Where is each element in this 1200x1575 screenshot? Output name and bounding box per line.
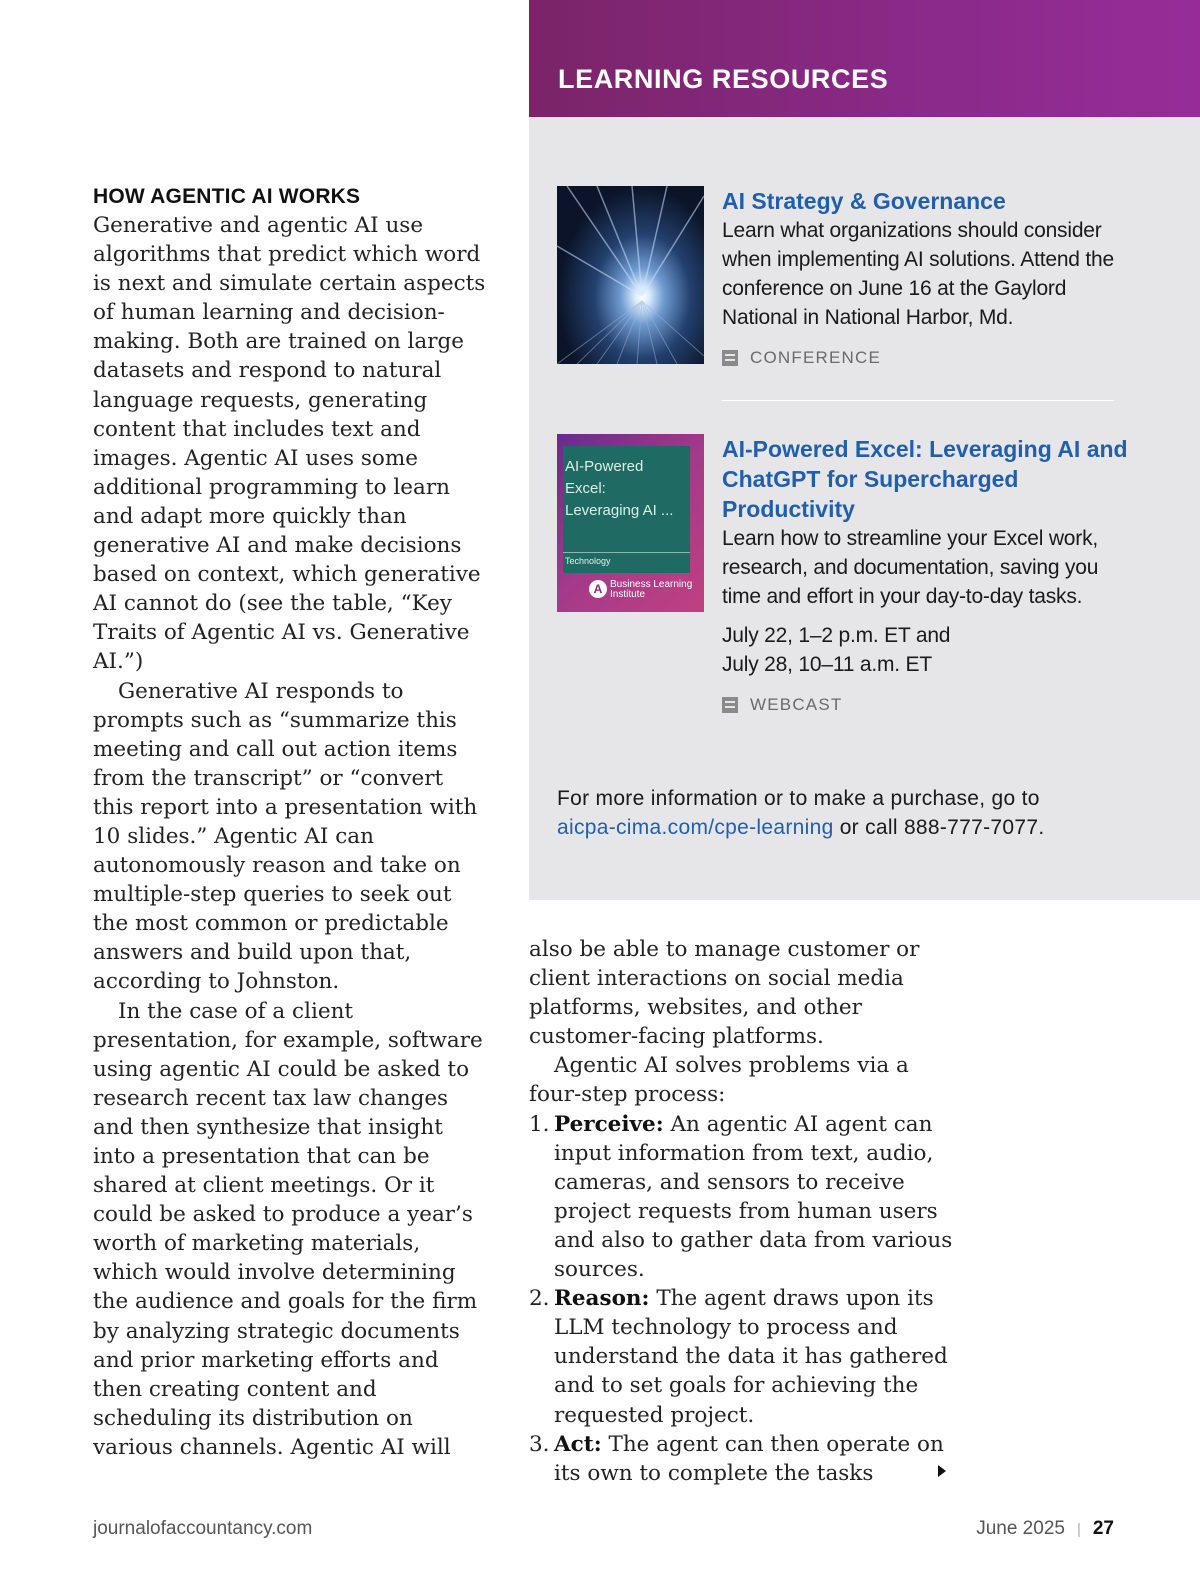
step-text: The agent can then operate on its own to complete the tasks — [554, 1431, 944, 1486]
process-step — [529, 1284, 959, 1429]
course-thumbnail-title: AI-Powered Excel: Leveraging AI ... — [565, 458, 674, 519]
step-number: 2. — [529, 1286, 550, 1312]
step-label: Reason: — [554, 1286, 650, 1312]
resource-title[interactable]: AI Strategy & Governance — [722, 188, 1006, 214]
step-number: 1. — [529, 1111, 550, 1137]
step-label: Perceive: — [554, 1111, 664, 1137]
document-icon — [722, 697, 738, 713]
light-tunnel-image — [557, 186, 704, 364]
more-info-text — [557, 784, 1157, 842]
footer-site: journalofaccountancy.com — [93, 1518, 313, 1539]
document-icon — [722, 350, 738, 366]
resource-type — [722, 695, 1132, 715]
divider — [563, 552, 690, 553]
process-step — [529, 1430, 959, 1488]
continue-arrow-icon — [938, 1465, 946, 1477]
cpe-learning-link[interactable]: aicpa-cima.com/cpe-learning — [557, 816, 834, 839]
step-label: Act: — [554, 1431, 602, 1457]
process-steps-list — [529, 1110, 959, 1488]
resource-divider — [722, 400, 1114, 401]
article-paragraph: Generative AI responds to prompts such as “summarize this meeting and call out action items from the transcript” or “convert this report into a presentation with 10 slides.” Agentic AI can autonomously reason and take on multiple-step queries to seek out the most common or predictable answers and build upon that, according to Johnston. — [93, 678, 478, 995]
step-text: The agent draws upon its LLM technology to process and understand the data it has gathered and to set goals for achieving the requested project. — [554, 1286, 948, 1428]
section-heading: HOW AGENTIC AI WORKS — [93, 185, 361, 208]
conference-thumbnail — [557, 186, 704, 364]
resource-description: Learn how to streamline your Excel work, research, and documentation, saving you time and effort in your day-to-day tasks. — [722, 527, 1099, 608]
footer-page-info — [976, 1518, 1114, 1540]
resource-date-line: July 28, 10–11 a.m. ET — [722, 653, 932, 676]
article-paragraph: Generative and agentic AI use algorithms that predict which word is next and simulate certain aspects of human learning and decision-making. Both are trained on large datasets and respond to natural language requests, generating content that includes text and images. Agentic AI uses some additional programming to learn and adapt more quickly than generative AI and make decisions based on context, which generative AI cannot do (see the table, “Key Traits of Agentic AI vs. Generative AI.”) — [93, 213, 486, 675]
resource-type-label: WEBCAST — [750, 695, 843, 714]
course-thumbnail-brand: Business Learning Institute — [610, 579, 693, 600]
resource-dates — [722, 621, 1132, 679]
process-step — [529, 1110, 959, 1285]
course-thumbnail-category: Technology — [565, 556, 611, 566]
article-paragraph: In the case of a client presentation, for example, software using agentic AI could be asked to research recent tax law changes and then synthesize that insight into a presentation that can be shared at client meetings. Or it could be asked to produce a year’s worth of marketing materials, which would involve determining the audience and goals for the firm by analyzing strategic documents and prior marketing efforts and then creating content and scheduling its distribution on various channels. Agentic AI will — [93, 998, 483, 1460]
learning-resources-sidebar — [529, 0, 1200, 900]
sidebar-title: LEARNING RESOURCES — [558, 64, 889, 94]
more-info-suffix: or call 888-777-7077. — [833, 816, 1045, 839]
step-text: An agentic AI agent can input information from text, audio, cameras, and sensors to receive project requests from human users and also to gather data from various sources. — [554, 1111, 953, 1283]
resource-text — [722, 186, 1132, 368]
article-paragraph: also be able to manage customer or client interactions on social media platforms, websites, and other customer-facing platforms. — [529, 937, 920, 1050]
resource-description: Learn what organizations should consider when implementing AI solutions. Attend the conference on June 16 at the Gaylord National in National Harbor, Md. — [722, 219, 1115, 329]
page-number: 27 — [1092, 1518, 1114, 1539]
sidebar-header — [529, 0, 1200, 117]
business-learning-institute-logo-icon: A — [589, 580, 607, 598]
resource-text — [722, 434, 1132, 715]
resource-title[interactable]: AI-Powered Excel: Leveraging AI and ChatGPT for Supercharged Productivity — [722, 436, 1128, 522]
article-paragraph: Agentic AI solves problems via a four-step process: — [529, 1053, 909, 1108]
course-thumbnail — [557, 434, 704, 612]
step-number: 3. — [529, 1431, 550, 1457]
more-info-prefix: For more information or to make a purchase, go to — [557, 787, 1040, 810]
article-column-left — [93, 182, 488, 1462]
resource-date-line: July 22, 1–2 p.m. ET and — [722, 624, 951, 647]
article-column-middle — [529, 935, 959, 1488]
resource-type-label: CONFERENCE — [750, 348, 882, 367]
footer-separator: | — [1076, 1520, 1081, 1538]
footer-issue: June 2025 — [976, 1518, 1065, 1539]
resource-type — [722, 348, 1132, 368]
